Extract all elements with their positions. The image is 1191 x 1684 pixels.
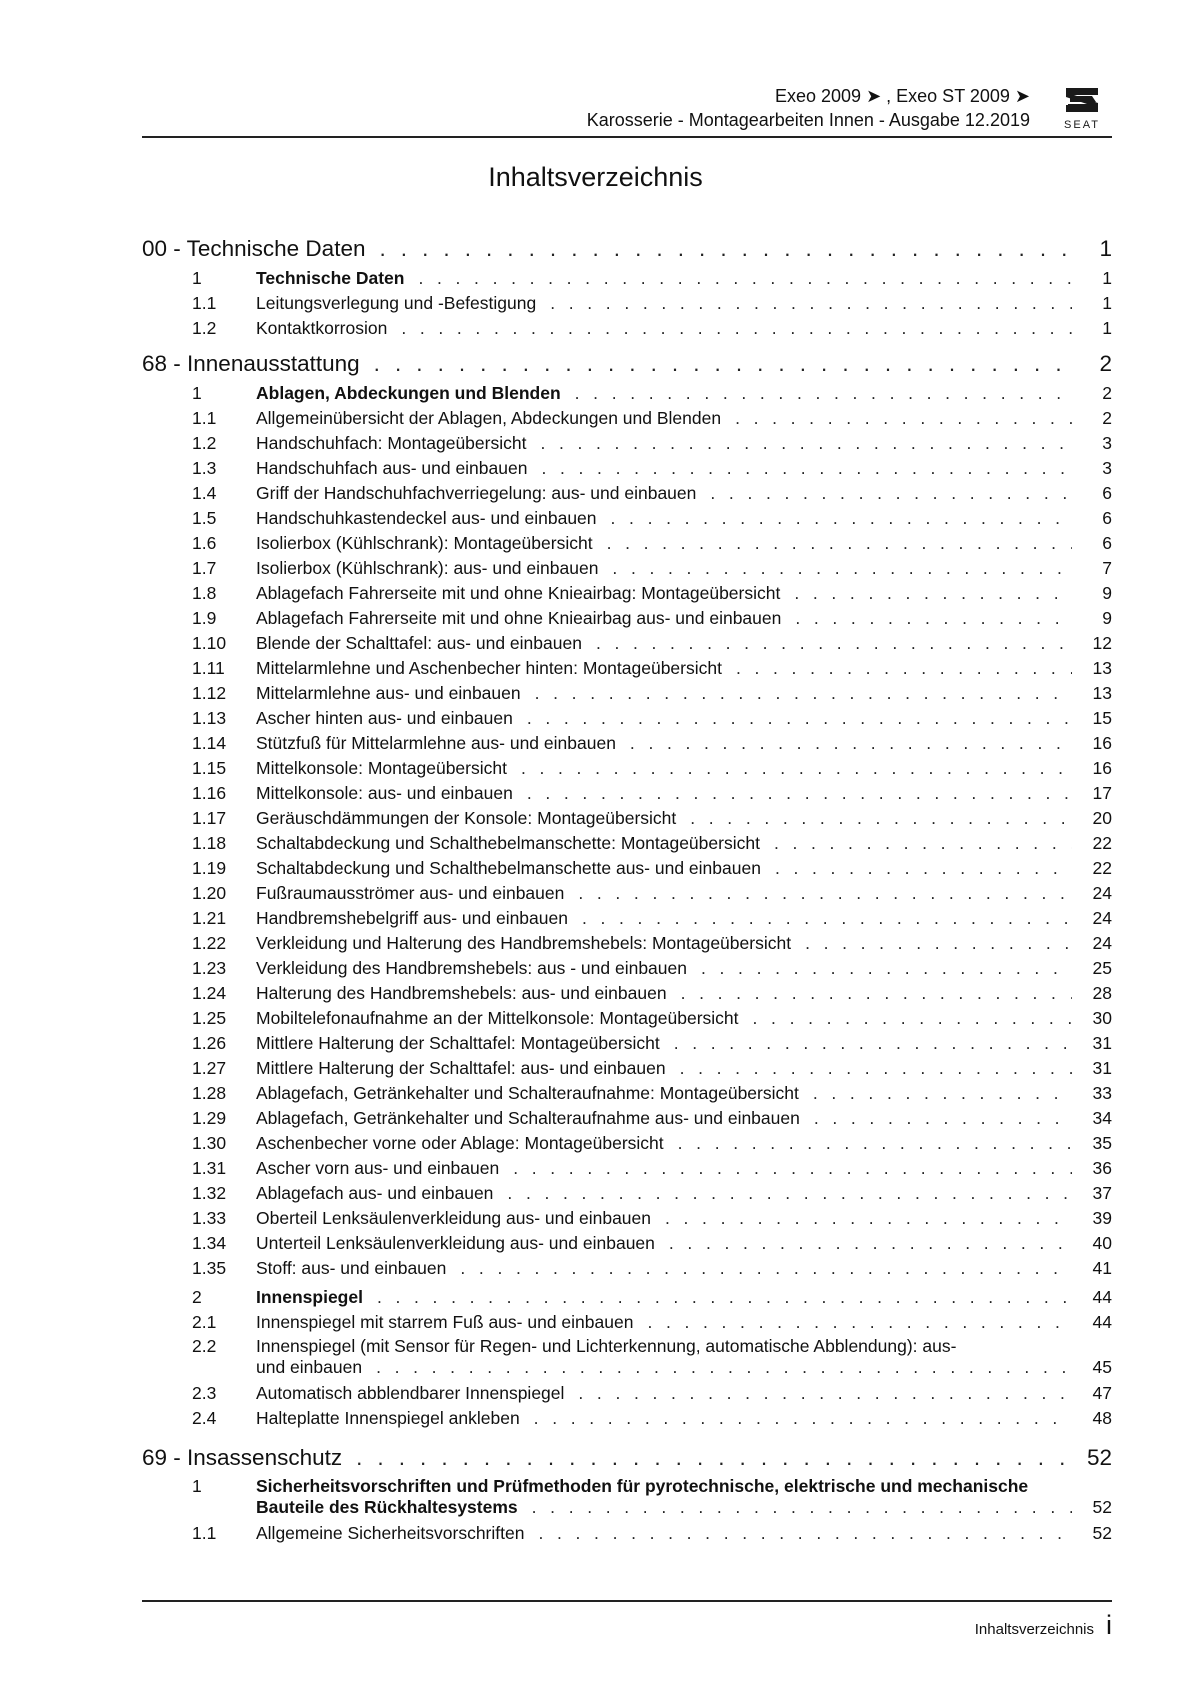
- dot-leader: [379, 232, 1072, 266]
- toc-entry[interactable]: 1.5 Handschuhkastendeckel aus- und einbauen . . . 6: [142, 506, 1112, 531]
- toc-chapter-title: 00 - Technische Daten: [142, 236, 366, 261]
- table-of-contents: [142, 232, 1112, 1546]
- toc-entry[interactable]: 2 Innenspiegel . . . 44: [142, 1285, 1112, 1310]
- toc-entry[interactable]: 2.3 Automatisch abblendbarer Innenspiegel . . . 47: [142, 1381, 1112, 1406]
- dot-leader: [753, 1006, 1072, 1031]
- toc-entry[interactable]: 1.31 Ascher vorn aus- und einbauen . . . 36: [142, 1156, 1112, 1181]
- dot-leader: [507, 1181, 1072, 1206]
- dot-leader: [701, 956, 1072, 981]
- dot-leader: [690, 806, 1072, 831]
- page-footer: [975, 1610, 1112, 1641]
- dot-leader: [775, 856, 1072, 881]
- toc-entry[interactable]: 1.26 Mittlere Halterung der Schalttafel: Montageübersicht . . . 31: [142, 1031, 1112, 1056]
- toc-entry[interactable]: 1.1 Allgemeine Sicherheitsvorschriften . . . 52: [142, 1521, 1112, 1546]
- header-text: [587, 84, 1030, 132]
- toc-entry[interactable]: 1.12 Mittelarmlehne aus- und einbauen . . . 13: [142, 681, 1112, 706]
- toc-entry[interactable]: 1 Ablagen, Abdeckungen und Blenden . . . 2: [142, 381, 1112, 406]
- toc-entry[interactable]: 1.35 Stoff: aus- und einbauen . . . 41: [142, 1256, 1112, 1281]
- dot-leader: [374, 347, 1072, 381]
- header-rule: [142, 136, 1112, 138]
- toc-entry[interactable]: 1.22 Verkleidung und Halterung des Handbremshebels: Montageübersicht . . . 24: [142, 931, 1112, 956]
- dot-leader: [794, 581, 1072, 606]
- toc-entry[interactable]: 1.20 Fußraumausströmer aus- und einbauen . . . 24: [142, 881, 1112, 906]
- dot-leader: [612, 556, 1072, 581]
- toc-entry[interactable]: 1.23 Verkleidung des Handbremshebels: aus - und einbauen . . . 25: [142, 956, 1112, 981]
- toc-entry[interactable]: 2.4 Halteplatte Innenspiegel ankleben . . . 48: [142, 1406, 1112, 1431]
- dot-leader: [575, 381, 1072, 406]
- dot-leader: [540, 431, 1072, 456]
- seat-logo-icon: [1052, 84, 1112, 136]
- toc-entry[interactable]: 2.1 Innenspiegel mit starrem Fuß aus- und einbauen . . . 44: [142, 1310, 1112, 1335]
- toc-entry[interactable]: 1.18 Schaltabdeckung und Schalthebelmanschette: Montageübersicht . . . 22: [142, 831, 1112, 856]
- toc-entry[interactable]: 1.10 Blende der Schalttafel: aus- und einbauen . . . 12: [142, 631, 1112, 656]
- toc-entry[interactable]: 1.17 Geräuschdämmungen der Konsole: Montageübersicht . . . 20: [142, 806, 1112, 831]
- toc-chapter-title: 69 - Insassenschutz: [142, 1445, 343, 1470]
- dot-leader: [460, 1256, 1072, 1281]
- svg-text:SEAT: SEAT: [1064, 119, 1100, 131]
- toc-entry[interactable]: 1.9 Ablagefach Fahrerseite mit und ohne Knieairbag aus- und einbauen . . . 9: [142, 606, 1112, 631]
- toc-entry[interactable]: 1.8 Ablagefach Fahrerseite mit und ohne Knieairbag: Montageübersicht . . . 9: [142, 581, 1112, 606]
- toc-entry[interactable]: 1.30 Aschenbecher vorne oder Ablage: Montageübersicht . . . 35: [142, 1131, 1112, 1156]
- toc-entry[interactable]: 1 Technische Daten . . . 1: [142, 266, 1112, 291]
- dot-leader: [578, 881, 1072, 906]
- toc-entry[interactable]: 1.19 Schaltabdeckung und Schalthebelmanschette aus- und einbauen . . . 22: [142, 856, 1112, 881]
- toc-entry[interactable]: 1.33 Oberteil Lenksäulenverkleidung aus- und einbauen . . . 39: [142, 1206, 1112, 1231]
- toc-page-number: 2: [1099, 351, 1112, 376]
- toc-entry[interactable]: 1.1 Leitungsverlegung und -Befestigung . . . 1: [142, 291, 1112, 316]
- dot-leader: [521, 756, 1072, 781]
- dot-leader: [674, 1031, 1072, 1056]
- dot-leader: [710, 481, 1072, 506]
- dot-leader: [678, 1131, 1072, 1156]
- toc-chapter-68-entries: [142, 381, 1112, 1281]
- toc-page-number: 52: [1086, 1445, 1112, 1470]
- seat-logo: [1052, 84, 1112, 136]
- dot-leader: [513, 1156, 1072, 1181]
- dot-leader: [527, 781, 1072, 806]
- toc-entry-multiline[interactable]: 2.2 Innenspiegel (mit Sensor für Regen- und Lichterkennung, automatische Abblendung): aus- und einbauen . . . 45: [142, 1335, 1112, 1381]
- dot-leader: [527, 706, 1072, 731]
- toc-entry[interactable]: 1.16 Mittelkonsole: aus- und einbauen . . . 17: [142, 781, 1112, 806]
- dot-leader: [805, 931, 1072, 956]
- toc-entry[interactable]: 1.34 Unterteil Lenksäulenverkleidung aus- und einbauen . . . 40: [142, 1231, 1112, 1256]
- dot-leader: [611, 506, 1072, 531]
- toc-entry[interactable]: 1.3 Handschuhfach aus- und einbauen . . . 3: [142, 456, 1112, 481]
- toc-entry[interactable]: 1.14 Stützfuß für Mittelarmlehne aus- und einbauen . . . 16: [142, 731, 1112, 756]
- toc-page-number: 1: [1099, 236, 1112, 261]
- toc-chapter-69[interactable]: [142, 1441, 1112, 1475]
- dot-leader: [774, 831, 1072, 856]
- toc-entry-multiline[interactable]: 1 Sicherheitsvorschriften und Prüfmethoden für pyrotechnische, elektrische und mechanische Bauteile des Rückhaltesystems . . . 52: [142, 1475, 1112, 1521]
- toc-chapter-title: 68 - Innenausstattung: [142, 351, 360, 376]
- dot-leader: [669, 1231, 1072, 1256]
- dot-leader: [681, 981, 1072, 1006]
- dot-leader: [736, 656, 1072, 681]
- header-subtitle-line: Karosserie - Montagearbeiten Innen - Ausgabe 12.2019: [586, 110, 1030, 130]
- toc-entry[interactable]: 1.27 Mittlere Halterung der Schalttafel: aus- und einbauen . . . 31: [142, 1056, 1112, 1081]
- dot-leader: [814, 1106, 1072, 1131]
- toc-entry[interactable]: 1.11 Mittelarmlehne und Aschenbecher hinten: Montageübersicht . . . 13: [142, 656, 1112, 681]
- toc-entry[interactable]: 1.25 Mobiltelefonaufnahme an der Mittelkonsole: Montageübersicht . . . 30: [142, 1006, 1112, 1031]
- header-model-line: Exeo 2009 ➤ , Exeo ST 2009 ➤: [775, 86, 1030, 106]
- dot-leader: [680, 1056, 1072, 1081]
- footer-rule: [142, 1600, 1112, 1602]
- toc-entry[interactable]: 1.28 Ablagefach, Getränkehalter und Schalteraufnahme: Montageübersicht . . . 33: [142, 1081, 1112, 1106]
- page-title: Inhaltsverzeichnis: [488, 162, 703, 192]
- dot-leader: [735, 406, 1072, 431]
- dot-leader: [630, 731, 1072, 756]
- dot-leader: [795, 606, 1072, 631]
- dot-leader: [535, 681, 1072, 706]
- toc-entry[interactable]: 1.32 Ablagefach aus- und einbauen . . . 37: [142, 1181, 1112, 1206]
- toc-entry[interactable]: 1.29 Ablagefach, Getränkehalter und Schalteraufnahme aus- und einbauen . . . 34: [142, 1106, 1112, 1131]
- toc-entry[interactable]: 1.13 Ascher hinten aus- und einbauen . . . 15: [142, 706, 1112, 731]
- footer-page-number: i: [1106, 1610, 1112, 1640]
- dot-leader: [541, 456, 1072, 481]
- dot-leader: [813, 1081, 1072, 1106]
- toc-entry[interactable]: 1.4 Griff der Handschuhfachverriegelung: aus- und einbauen . . . 6: [142, 481, 1112, 506]
- page-header: [142, 84, 1112, 136]
- dot-leader: [607, 531, 1072, 556]
- toc-entry[interactable]: 1.1 Allgemeinübersicht der Ablagen, Abdeckungen und Blenden . . . 2: [142, 406, 1112, 431]
- toc-entry[interactable]: 1.6 Isolierbox (Kühlschrank): Montageübersicht . . . 6: [142, 531, 1112, 556]
- toc-entry[interactable]: 1.21 Handbremshebelgriff aus- und einbauen . . . 24: [142, 906, 1112, 931]
- toc-entry[interactable]: 1.2 Handschuhfach: Montageübersicht . . . 3: [142, 431, 1112, 456]
- dot-leader: [582, 906, 1072, 931]
- dot-leader: [665, 1206, 1072, 1231]
- toc-chapter-00[interactable]: [142, 232, 1112, 266]
- dot-leader: [356, 1441, 1072, 1475]
- toc-chapter-68[interactable]: [142, 347, 1112, 381]
- toc-entry[interactable]: 1.2 Kontaktkorrosion . . . 1: [142, 316, 1112, 341]
- footer-label: Inhaltsverzeichnis: [974, 1621, 1094, 1638]
- toc-entry[interactable]: 1.24 Halterung des Handbremshebels: aus- und einbauen . . . 28: [142, 981, 1112, 1006]
- dot-leader: [596, 631, 1072, 656]
- toc-entry[interactable]: 1.15 Mittelkonsole: Montageübersicht . . . 16: [142, 756, 1112, 781]
- toc-entry[interactable]: 1.7 Isolierbox (Kühlschrank): aus- und einbauen . . . 7: [142, 556, 1112, 581]
